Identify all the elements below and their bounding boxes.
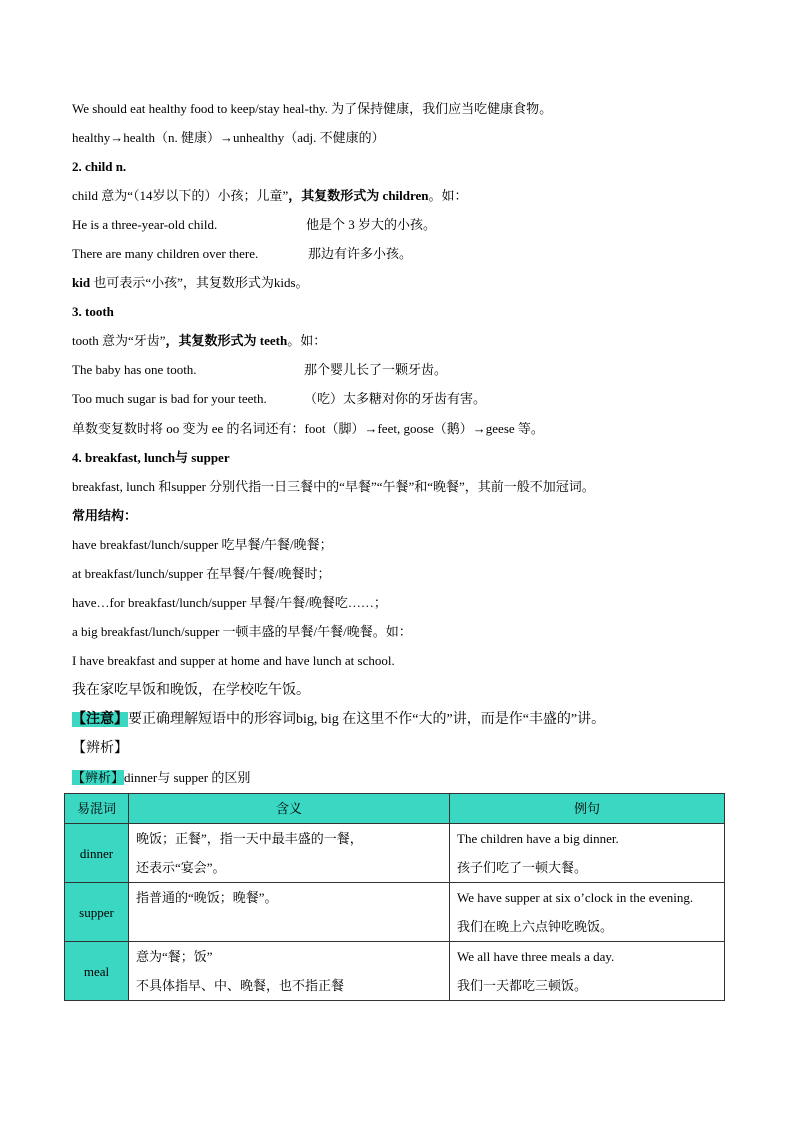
- example-line-zh: 孩子们吃了一顿大餐。: [457, 860, 588, 875]
- example-line-zh: 我们一天都吃三顿饭。: [457, 978, 588, 993]
- tooth-meaning-text: tooth 意为“牙齿”: [72, 333, 166, 348]
- structure-at: at breakfast/lunch/supper 在早餐/午餐/晚餐时；: [72, 566, 331, 581]
- meaning-cell: [129, 942, 450, 1001]
- bianxi-tag: 【辨析】: [72, 770, 125, 785]
- example-tooth-1: [72, 361, 197, 379]
- table-row-meal: [65, 942, 725, 1001]
- note-line: [72, 711, 605, 729]
- example-zh: 那边有许多小孩。: [308, 246, 413, 261]
- example-en: He is a three-year-old child.: [72, 217, 218, 232]
- bianxi-heading: 【辨析】: [72, 741, 128, 756]
- example-meals-en: I have breakfast and supper at home and have lunch at school.: [72, 653, 395, 668]
- example-child-2: [72, 245, 258, 263]
- kid-text: 也可表示“小孩”，其复数形式为kids。: [90, 275, 309, 290]
- child-example-intro: 。如：: [428, 188, 468, 203]
- example-tooth-2: [72, 390, 267, 408]
- text-line-oo-ee: 单数变复数时将 oo 变为 ee 的名词还有：foot（脚）→feet, goose（鹅）→geese 等。: [72, 421, 544, 436]
- example-zh: 他是个 3 岁大的小孩。: [306, 217, 437, 232]
- example-zh: （吃）太多糖对你的牙齿有害。: [304, 391, 487, 406]
- tooth-plural-text: ，其复数形式为 teeth: [165, 333, 288, 348]
- subheading-common-structures: 常用结构：: [72, 508, 138, 523]
- child-meaning-text: child 意为“（14岁以下的）小孩；儿童”: [72, 188, 289, 203]
- example-meals-zh: 我在家吃早饭和晚饭，在学校吃午饭。: [72, 683, 310, 698]
- text-line-healthy-derivation: healthy→health（n. 健康）→unhealthy（adj. 不健康的）: [72, 130, 385, 145]
- note-tag: 【注意】: [72, 712, 128, 727]
- text-line-healthy-food: We should eat healthy food to keep/stay heal-thy. 为了保持健康，我们应当吃健康食物。: [72, 101, 553, 116]
- structure-have: have breakfast/lunch/supper 吃早餐/午餐/晚餐；: [72, 537, 333, 552]
- kid-word: kid: [72, 275, 91, 290]
- meaning-cell: [129, 883, 450, 942]
- word-cell: [65, 883, 129, 942]
- text-line-child-meaning: [72, 187, 468, 205]
- bianxi-line: [72, 769, 250, 787]
- table-row-supper: [65, 883, 725, 942]
- example-cell: [450, 824, 725, 883]
- text-line-kid: [72, 274, 309, 292]
- example-en: Too much sugar is bad for your teeth.: [72, 391, 267, 406]
- tooth-example-intro: 。如：: [287, 333, 327, 348]
- structure-a-big: a big breakfast/lunch/supper 一顿丰盛的早餐/午餐/晚餐。如：: [72, 624, 412, 639]
- example-cell: [450, 942, 725, 1001]
- example-line-zh: 我们在晚上六点钟吃晚饭。: [457, 919, 614, 934]
- example-en: The baby has one tooth.: [72, 362, 197, 377]
- example-line-en: We all have three meals a day.: [457, 949, 615, 964]
- word-cell: [65, 942, 129, 1001]
- word-text: meal: [83, 963, 110, 979]
- word-text: dinner: [79, 845, 114, 861]
- word-text: supper: [79, 904, 114, 920]
- meaning-line: 晚饭；正餐”，指一天中最丰盛的一餐，: [136, 831, 363, 846]
- meaning-line: 还表示“宴会”。: [136, 860, 226, 875]
- text-line-meals-meaning: breakfast, lunch 和supper 分别代指一日三餐中的“早餐”“午餐”和“晚餐”，其前一般不加冠词。: [72, 479, 595, 494]
- example-line-en: We have supper at six o’clock in the evening.: [457, 890, 694, 905]
- bianxi-text: dinner与 supper 的区别: [124, 770, 251, 785]
- table-header-row: [65, 794, 725, 824]
- meaning-line: 指普通的“晚饭；晚餐”。: [136, 890, 278, 905]
- table-row-dinner: [65, 824, 725, 883]
- note-text: 要正确理解短语中的形容词big, big 在这里不作“大的”讲，而是作“丰盛的”讲。: [128, 712, 606, 727]
- child-plural-text: ，其复数形式为 children: [288, 188, 429, 203]
- section-heading-tooth: 3. tooth: [72, 304, 114, 319]
- structure-have-for: have…for breakfast/lunch/supper 早餐/午餐/晚餐吃……；: [72, 595, 387, 610]
- text-line-tooth-meaning: [72, 332, 326, 350]
- example-zh: 那个婴儿长了一颗牙齿。: [304, 362, 448, 377]
- header-word: 易混词: [65, 794, 129, 824]
- example-line-en: The children have a big dinner.: [457, 831, 619, 846]
- meaning-line: [136, 912, 442, 941]
- example-child-1: [72, 216, 217, 234]
- header-example: 例句: [450, 794, 725, 824]
- section-heading-meals: 4. breakfast, lunch与 supper: [72, 450, 230, 465]
- comparison-table: [64, 793, 725, 1001]
- meaning-line: 不具体指早、中、晚餐，也不指正餐: [136, 978, 345, 993]
- section-heading-child: 2. child n.: [72, 159, 127, 174]
- header-meaning: 含义: [129, 794, 450, 824]
- meaning-cell: [129, 824, 450, 883]
- example-cell: [450, 883, 725, 942]
- example-en: There are many children over there.: [72, 246, 259, 261]
- word-cell: [65, 824, 129, 883]
- meaning-line: 意为“餐；饭”: [136, 949, 213, 964]
